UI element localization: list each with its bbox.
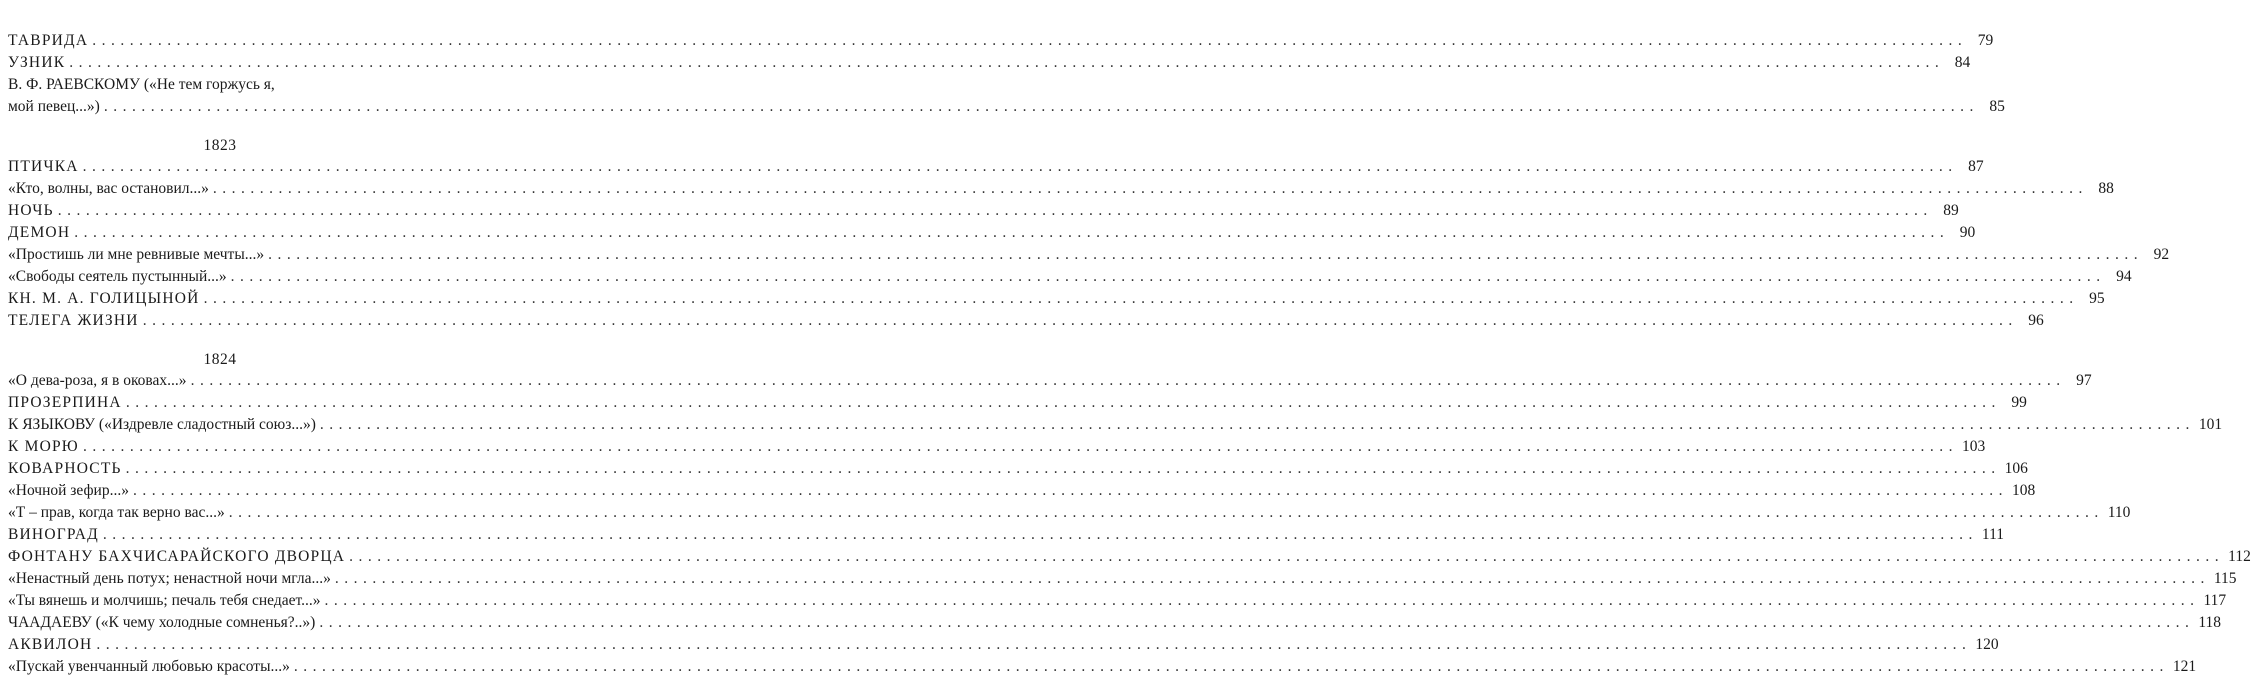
dot-leader: ........................................................................................................................................................................................................ xyxy=(230,268,2106,285)
entry-title: «Ненастный день потух; ненастной ночи мгла...» xyxy=(8,570,331,587)
entry-title: КН. М. А. ГОЛИЦЫНОЙ xyxy=(8,290,200,307)
page-number: 111 xyxy=(1981,526,2004,543)
toc-entry[interactable] xyxy=(8,634,1999,656)
dot-leader: ........................................................................................................................................................................................................ xyxy=(102,526,1978,543)
dot-leader: ........................................................................................................................................................................................................ xyxy=(212,180,2088,197)
entry-title: ДЕМОН xyxy=(8,224,71,241)
page-number: 96 xyxy=(2028,312,2044,329)
toc-entry[interactable] xyxy=(8,414,2223,436)
entry-title: «Простишь ли мне ревнивые мечты...» xyxy=(8,246,265,263)
page-number: 90 xyxy=(1959,224,1976,241)
toc-section xyxy=(8,370,2251,678)
toc-entry[interactable] xyxy=(8,612,2221,634)
entry-title: К ЯЗЫКОВУ («Издревле сладостный союз...») xyxy=(8,416,316,433)
dot-leader: ........................................................................................................................................................................................................ xyxy=(334,570,2210,587)
entry-title: «Кто, волны, вас остановил...» xyxy=(8,180,209,197)
toc-section xyxy=(8,156,2170,332)
toc-entry[interactable] xyxy=(8,546,2251,568)
entry-title: ТАВРИДА xyxy=(8,32,89,49)
entry-title: мой певец...») xyxy=(8,98,100,115)
entry-title: ЧААДАЕВУ («К чему холодные сомненья?..») xyxy=(8,614,316,631)
toc-entry[interactable] xyxy=(8,266,2132,288)
toc-entry[interactable] xyxy=(8,288,2105,310)
page-number: 106 xyxy=(2004,460,2028,477)
toc-entry[interactable] xyxy=(8,502,2131,524)
dot-leader: ........................................................................................................................................................................................................ xyxy=(92,32,1968,49)
dot-leader: ........................................................................................................................................................................................................ xyxy=(74,224,1950,241)
dot-leader: ........................................................................................................................................................................................................ xyxy=(57,202,1933,219)
toc-entry[interactable] xyxy=(8,480,2036,502)
page-number: 112 xyxy=(2228,548,2251,565)
page-number: 115 xyxy=(2213,570,2237,587)
entry-title: АКВИЛОН xyxy=(8,636,93,653)
entry-title: «Ты вянешь и молчишь; печаль тебя снедает...» xyxy=(8,592,321,609)
page-number: 118 xyxy=(2198,614,2221,631)
toc-entry[interactable] xyxy=(8,568,2237,590)
toc-entry[interactable] xyxy=(8,370,2092,392)
dot-leader: ........................................................................................................................................................................................................ xyxy=(349,548,2225,565)
entry-title: «О дева-роза, я в оковах...» xyxy=(8,372,187,389)
entry-title: «Свободы сеятель пустынный...» xyxy=(8,268,227,285)
dot-leader: ........................................................................................................................................................................................................ xyxy=(82,438,1958,455)
entry-title: НОЧЬ xyxy=(8,202,54,219)
dot-leader: ........................................................................................................................................................................................................ xyxy=(319,416,2195,433)
entry-title: «Ночной зефир...» xyxy=(8,482,129,499)
page-number: 94 xyxy=(2116,268,2132,285)
dot-leader: ........................................................................................................................................................................................................ xyxy=(228,504,2104,521)
entry-title: УЗНИК xyxy=(8,54,66,71)
page-number: 99 xyxy=(2011,394,2027,411)
page-number: 87 xyxy=(1968,158,1984,175)
page-number: 97 xyxy=(2076,372,2092,389)
toc-entry[interactable] xyxy=(8,74,2005,118)
page-number: 88 xyxy=(2098,180,2114,197)
dot-leader: ........................................................................................................................................................................................................ xyxy=(268,246,2144,263)
entry-title: «Пускай увенчанный любовью красоты...» xyxy=(8,658,290,675)
dot-leader: ........................................................................................................................................................................................................ xyxy=(293,658,2169,675)
page-number: 85 xyxy=(1989,98,2005,115)
year-heading: 1823 xyxy=(203,137,237,154)
dot-leader: ........................................................................................................................................................................................................ xyxy=(324,592,2200,609)
entry-title: ПРОЗЕРПИНА xyxy=(8,394,122,411)
toc-entry[interactable] xyxy=(8,656,2197,678)
page-number: 95 xyxy=(2089,290,2105,307)
toc-entry[interactable] xyxy=(8,52,1971,74)
dot-leader: ........................................................................................................................................................................................................ xyxy=(142,312,2018,329)
page-number: 108 xyxy=(2011,482,2036,499)
page-number: 120 xyxy=(1975,636,1999,653)
page-number: 103 xyxy=(1961,438,1986,455)
toc-entry[interactable] xyxy=(8,392,2027,414)
dot-leader: ........................................................................................................................................................................................................ xyxy=(82,158,1958,175)
dot-leader: ........................................................................................................................................................................................................ xyxy=(190,372,2066,389)
dot-leader: ........................................................................................................................................................................................................ xyxy=(103,98,1979,115)
toc-entry[interactable] xyxy=(8,590,2227,612)
entry-title: «Т – прав, когда так верно вас...» xyxy=(8,504,225,521)
toc-entry[interactable] xyxy=(8,178,2114,200)
page-number: 92 xyxy=(2153,246,2170,263)
dot-leader: ........................................................................................................................................................................................................ xyxy=(96,636,1972,653)
page-number: 101 xyxy=(2198,416,2223,433)
entry-title: ВИНОГРАД xyxy=(8,526,99,543)
page-number: 121 xyxy=(2172,658,2197,675)
toc-entry[interactable] xyxy=(8,524,2004,546)
toc-entry[interactable] xyxy=(8,30,1994,52)
dot-leader: ........................................................................................................................................................................................................ xyxy=(69,54,1945,71)
toc-entry[interactable] xyxy=(8,244,2170,266)
entry-title: ПТИЧКА xyxy=(8,158,79,175)
dot-leader: ........................................................................................................................................................................................................ xyxy=(125,460,2001,477)
entry-title: ФОНТАНУ БАХЧИСАРАЙСКОГО ДВОРЦА xyxy=(8,548,346,565)
page-number: 84 xyxy=(1954,54,1971,71)
toc-section xyxy=(8,30,2005,118)
entry-title-line1: В. Ф. РАЕВСКОМУ («Не тем горжусь я, xyxy=(8,76,275,93)
entry-title: ТЕЛЕГА ЖИЗНИ xyxy=(8,312,139,329)
toc-entry[interactable] xyxy=(8,222,1976,244)
toc-entry[interactable] xyxy=(8,310,2044,332)
page-number: 117 xyxy=(2203,592,2227,609)
dot-leader: ........................................................................................................................................................................................................ xyxy=(125,394,2001,411)
toc-entry[interactable] xyxy=(8,458,2028,480)
year-heading: 1824 xyxy=(203,351,237,368)
dot-leader: ........................................................................................................................................................................................................ xyxy=(319,614,2195,631)
dot-leader: ........................................................................................................................................................................................................ xyxy=(132,482,2008,499)
toc-entry[interactable] xyxy=(8,436,1986,458)
page-number: 110 xyxy=(2107,504,2131,521)
page-number: 89 xyxy=(1943,202,1959,219)
page-number: 79 xyxy=(1977,32,1994,49)
toc-entry[interactable] xyxy=(8,200,1959,222)
dot-leader: ........................................................................................................................................................................................................ xyxy=(203,290,2079,307)
toc-entry[interactable] xyxy=(8,156,1984,178)
entry-title: К МОРЮ xyxy=(8,438,79,455)
entry-title: КОВАРНОСТЬ xyxy=(8,460,122,477)
